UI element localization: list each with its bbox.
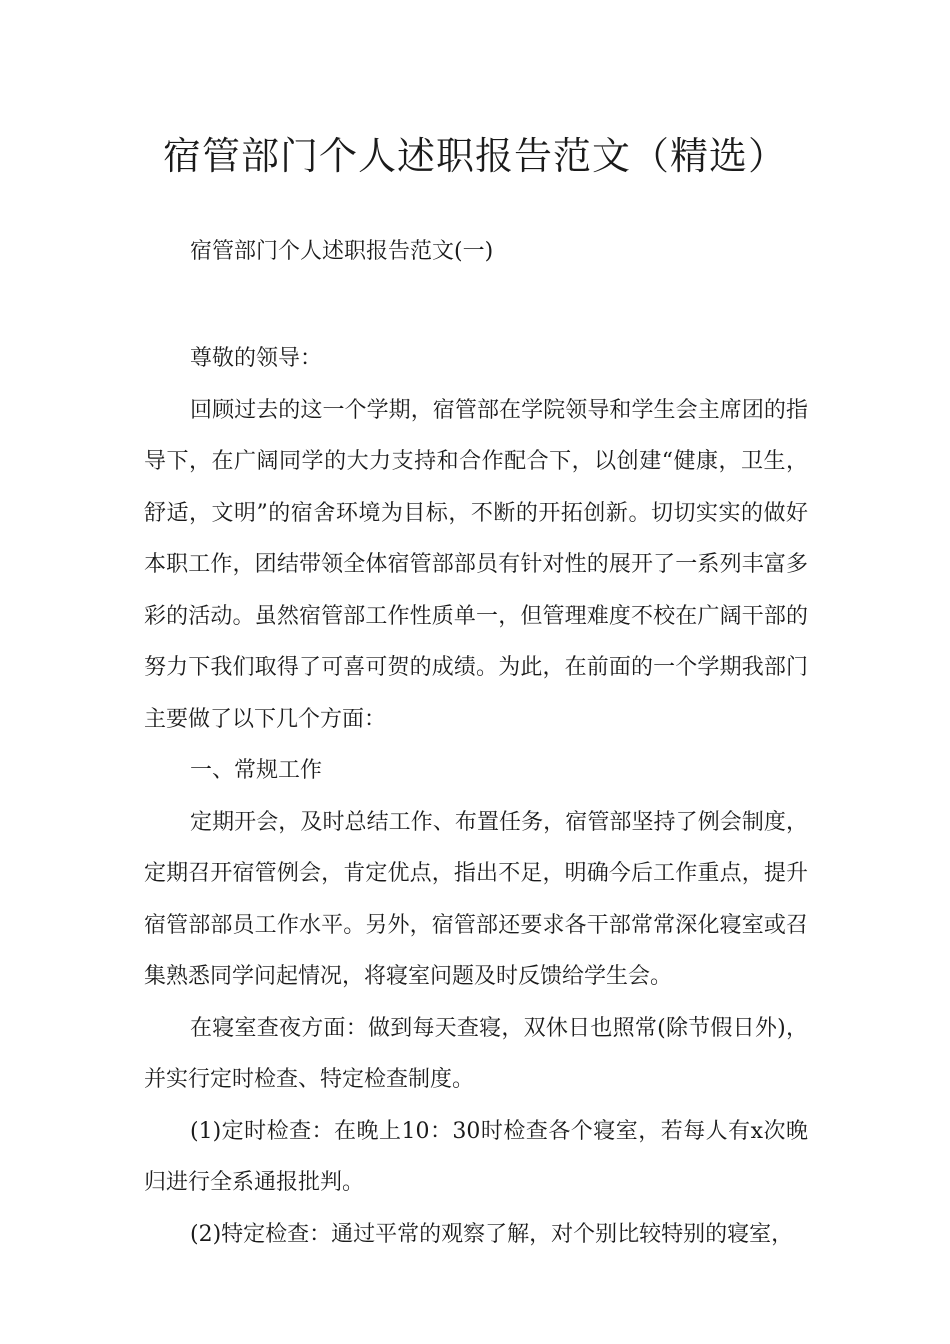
paragraph: 定期开会，及时总结工作、布置任务，宿管部坚持了例会制度，定期召开宿管例会，肯定优点，指出不足，明确今后工作重点，提升宿管部部员工作水平。另外，宿管部还要求各干部常常深化寝室或召集熟悉同学问起情况，将寝室问题及时反馈给学生会。 [144,809,808,989]
document-subtitle: 宿管部门个人述职报告范文(一) [190,239,494,264]
paragraph: (1)定时检查：在晚上10：30时检查各个寝室，若每人有x次晚归进行全系通报批判。 [144,1118,808,1195]
paragraph: (2)特定检查：通过平常的观察了解，对个别比较特别的寝室， [190,1221,794,1247]
document-body [144,333,808,1260]
section-heading: 一、常规工作 [190,758,323,783]
document-title: 宿管部门个人述职报告范文（精选） [162,134,787,178]
paragraph: 回顾过去的这一个学期，宿管部在学院领导和学生会主席团的指导下，在广阔同学的大力支持和合作配合下，以创建“健康，卫生，舒适，文明”的宿舍环境为目标，不断的开拓创新。切切实实的做好本职工作，团结带领全体宿管部部员有针对性的展开了一系列丰富多彩的活动。虽然宿管部工作性质单一，但管理难度不校在广阔干部的努力下我们取得了可喜可贺的成绩。为此，在前面的一个学期我部门主要做了以下几个方面： [144,397,808,732]
paragraph: 在寝室查夜方面：做到每天查寝，双休日也照常(除节假日外)，并实行定时检查、特定检查制度。 [144,1015,808,1092]
salutation: 尊敬的领导： [190,346,323,371]
